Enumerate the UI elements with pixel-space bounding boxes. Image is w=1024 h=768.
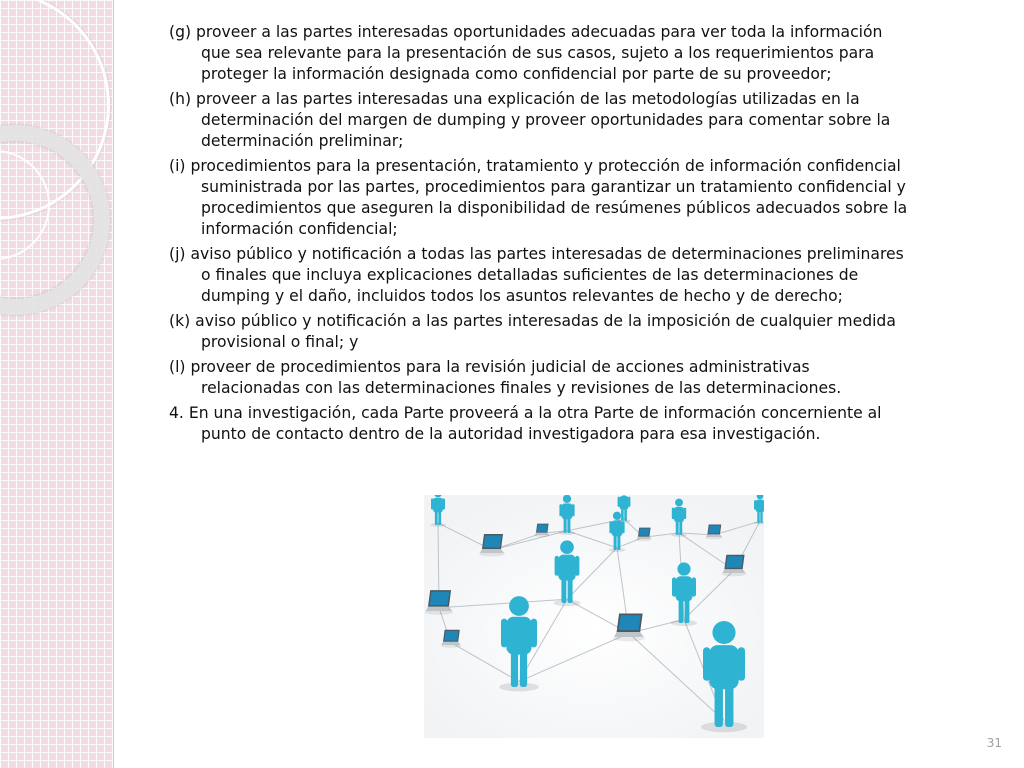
paragraph-line: relacionadas con las determinaciones finales y revisiones de las determinaciones.	[201, 379, 842, 397]
paragraph-line: o finales que incluya explicaciones detalladas suficientes de las determinaciones de	[201, 266, 859, 284]
paragraph-line: (k) aviso público y notificación a las partes interesadas de la imposición de cualquier medida	[169, 312, 896, 330]
slide-number: 31	[986, 736, 1002, 750]
paragraph-line: 4. En una investigación, cada Parte proveerá a la otra Parte de información concerniente al	[169, 404, 882, 422]
paragraph-i	[169, 156, 989, 240]
paragraph-line: suministrada por las partes, procedimientos para garantizar un tratamiento confidencial y	[201, 178, 906, 196]
paragraph-line: (l) proveer de procedimientos para la revisión judicial de acciones administrativas	[169, 358, 810, 376]
paragraph-line: determinación del margen de dumping y proveer oportunidades para comentar sobre la	[201, 111, 891, 129]
slide-body	[169, 22, 989, 449]
paragraph-line: determinación preliminar;	[201, 132, 404, 150]
decorative-sidebar	[0, 0, 114, 768]
paragraph-h	[169, 89, 989, 152]
paragraph-line: proteger la información designada como confidencial por parte de su proveedor;	[201, 65, 832, 83]
paragraph-line: (g) proveer a las partes interesadas oportunidades adecuadas para ver toda la información	[169, 23, 883, 41]
paragraph-line: (h) proveer a las partes interesadas una explicación de las metodologías utilizadas en la	[169, 90, 860, 108]
network-illustration	[424, 495, 764, 738]
paragraph-line: (i) procedimientos para la presentación, tratamiento y protección de información confidencial	[169, 157, 901, 175]
paragraph-line: información confidencial;	[201, 220, 398, 238]
paragraph-l	[169, 357, 989, 399]
paragraph-j	[169, 244, 989, 307]
paragraph-line: dumping y el daño, incluidos todos los asuntos relevantes de hecho y de derecho;	[201, 287, 843, 305]
paragraph-line: punto de contacto dentro de la autoridad investigadora para esa investigación.	[201, 425, 821, 443]
paragraph-line: procedimientos que aseguren la disponibilidad de resúmenes públicos adecuados sobre la	[201, 199, 908, 217]
paragraph-k	[169, 311, 989, 353]
paragraph-line: que sea relevante para la presentación de sus casos, sujeto a los requerimientos para	[201, 44, 875, 62]
paragraph-g	[169, 22, 989, 85]
paragraph-line: (j) aviso público y notificación a todas las partes interesadas de determinaciones preliminares	[169, 245, 904, 263]
paragraph-4	[169, 403, 989, 445]
paragraph-line: provisional o final; y	[201, 333, 359, 351]
